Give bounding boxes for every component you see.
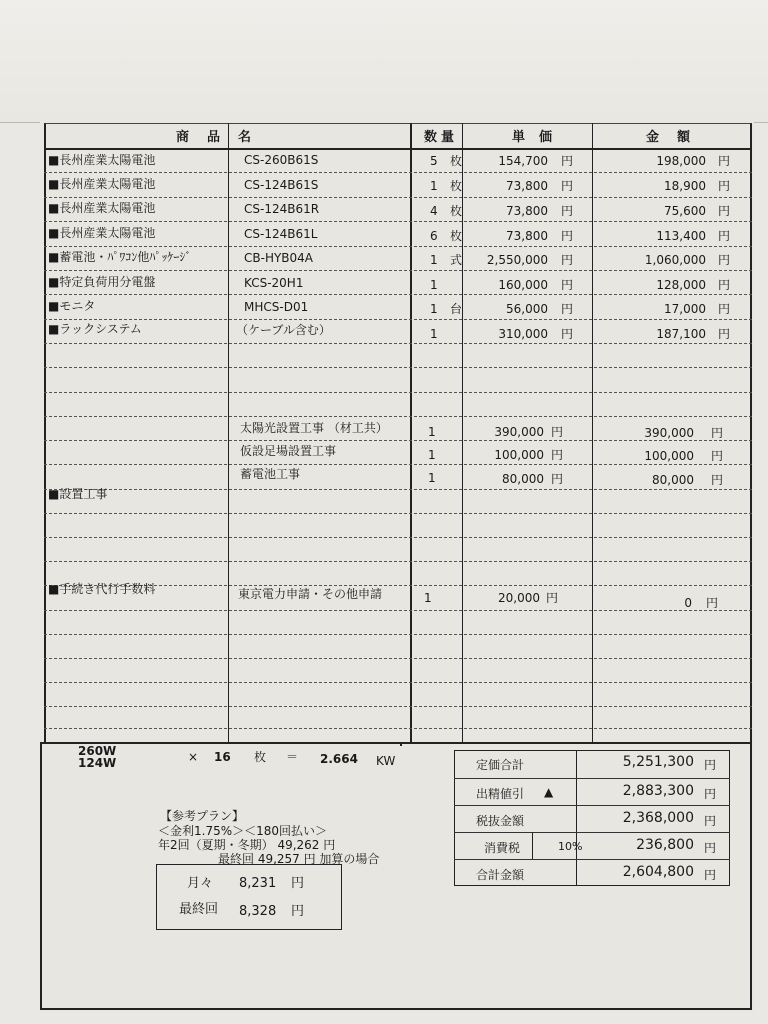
plan-final-line: 最終回 49,257 円 加算の場合 — [218, 852, 380, 866]
row-rule — [44, 682, 752, 683]
plan-rate: ＜金利1.75%＞＜180回払い＞ — [158, 824, 328, 838]
installation-price: 390,000 — [494, 425, 544, 439]
item-amount: 75,600 — [664, 204, 706, 218]
tax-rate-divider — [532, 832, 533, 859]
item-qty-unit: 枚 — [450, 204, 463, 218]
tax-rate: 10% — [558, 840, 583, 853]
header-rule — [44, 148, 752, 150]
item-price: 2,550,000 — [486, 253, 548, 267]
last-payment-unit: 円 — [291, 904, 305, 919]
item-price: 310,000 — [498, 327, 548, 341]
item-model: CS-124B61L — [244, 227, 318, 241]
row-rule — [44, 537, 752, 538]
item-model: （ケーブル含む） — [236, 323, 331, 337]
discount-row — [454, 778, 730, 805]
discount-triangle-icon: ▲ — [544, 785, 554, 799]
item-price: 160,000 — [498, 278, 548, 292]
installation-price-unit: 円 — [551, 472, 564, 486]
list-total-row — [454, 750, 730, 776]
item-price-unit: 円 — [561, 253, 574, 267]
divider — [400, 742, 402, 746]
currency-unit: 円 — [703, 841, 716, 855]
capacity-w1: 260W — [78, 744, 117, 758]
monthly-label: 月々 — [187, 876, 214, 891]
model-column-divider — [228, 123, 229, 743]
row-rule — [44, 440, 752, 441]
installation-price: 80,000 — [502, 472, 544, 486]
row-rule — [44, 294, 752, 295]
capacity-total: 2.664 — [320, 752, 358, 766]
item-amount-unit: 円 — [718, 253, 731, 267]
item-qty: 6 — [430, 229, 438, 243]
item-name: ■特定負荷用分電盤 — [48, 275, 156, 289]
installation-amount-unit: 円 — [711, 426, 724, 440]
installation-label: ■設置工事 — [48, 487, 108, 501]
item-price-unit: 円 — [561, 154, 574, 168]
item-amount-unit: 円 — [718, 327, 731, 341]
item-model: CS-124B61R — [244, 202, 320, 216]
procedure-desc: 東京電力申請・その他申請 — [238, 587, 383, 601]
item-amount: 128,000 — [656, 278, 706, 292]
installation-amount: 80,000 — [652, 473, 694, 487]
item-qty-unit: 式 — [450, 253, 463, 267]
grand-total-label: 合計金額 — [476, 868, 525, 882]
capacity-count: 16 — [214, 750, 231, 764]
item-price-unit: 円 — [561, 278, 574, 292]
row-rule — [44, 658, 752, 659]
item-price: 56,000 — [506, 302, 548, 316]
row-rule — [44, 172, 752, 173]
row-rule — [44, 489, 752, 490]
grand-total-value: 2,604,800 — [622, 864, 694, 880]
item-qty: 5 — [430, 154, 438, 168]
item-name: ■長州産業太陽電池 — [48, 153, 156, 167]
row-rule — [44, 343, 752, 344]
row-rule — [44, 270, 752, 271]
last-payment-label: 最終回 — [179, 902, 219, 917]
installation-amount: 390,000 — [644, 426, 694, 440]
pretax-label: 税抜金額 — [476, 814, 525, 828]
item-price: 73,800 — [506, 229, 548, 243]
item-name: ■蓄電池・ﾊﾟﾜｺﾝ他ﾊﾟｯｹｰｼﾞ — [48, 250, 192, 264]
item-amount: 18,900 — [664, 179, 706, 193]
currency-unit: 円 — [703, 758, 716, 772]
header-amount: 金額 — [646, 130, 709, 145]
row-rule — [44, 464, 752, 465]
item-model: CS-260B61S — [244, 153, 319, 167]
capacity-count-unit: 枚 — [254, 750, 267, 764]
item-amount: 198,000 — [656, 154, 706, 168]
row-rule — [44, 634, 752, 635]
item-model: MHCS-D01 — [244, 300, 309, 314]
item-amount-unit: 円 — [718, 278, 731, 292]
installation-desc: 蓄電池工事 — [240, 467, 301, 481]
item-name: ■長州産業太陽電池 — [48, 177, 156, 191]
procedure-price-unit: 円 — [546, 591, 559, 605]
row-rule — [44, 513, 752, 514]
row-rule — [44, 610, 752, 611]
item-qty: 1 — [430, 179, 438, 193]
amount-column-divider — [592, 123, 593, 743]
monthly-payment-box — [156, 864, 342, 930]
installation-qty: 1 — [428, 448, 436, 462]
installation-amount-unit: 円 — [711, 473, 724, 487]
qty-column-divider — [410, 123, 412, 743]
row-rule — [44, 197, 752, 198]
installation-price: 100,000 — [494, 448, 544, 462]
list-total-label: 定価合計 — [476, 758, 525, 772]
header-product-name: 商品名 — [176, 130, 270, 145]
item-price: 73,800 — [506, 204, 548, 218]
item-qty: 1 — [430, 327, 438, 341]
item-price-unit: 円 — [561, 229, 574, 243]
item-price: 73,800 — [506, 179, 548, 193]
installation-desc: 太陽光設置工事 （材工共） — [240, 421, 388, 435]
item-amount-unit: 円 — [718, 179, 731, 193]
procedure-amount: 0 — [684, 596, 692, 610]
item-qty-unit: 枚 — [450, 229, 463, 243]
currency-unit: 円 — [703, 868, 716, 882]
item-price: 154,700 — [498, 154, 548, 168]
capacity-equals: ＝ — [286, 750, 299, 764]
installation-price-unit: 円 — [551, 448, 564, 462]
monthly-unit: 円 — [291, 876, 305, 891]
header-unit-price: 単価 — [512, 130, 567, 145]
item-model: CB-HYB04A — [244, 251, 314, 265]
pretax-value: 2,368,000 — [622, 810, 694, 826]
plan-semiannual: 年2回（夏期・冬期） 49,262 円 — [158, 838, 336, 852]
item-model: KCS-20H1 — [244, 276, 304, 290]
row-rule — [44, 561, 752, 562]
item-price-unit: 円 — [561, 179, 574, 193]
tax-row — [454, 832, 730, 859]
installation-desc: 仮設足場設置工事 — [240, 444, 337, 458]
capacity-w2: 124W — [78, 756, 117, 770]
item-amount: 187,100 — [656, 327, 706, 341]
item-amount-unit: 円 — [718, 204, 731, 218]
item-amount-unit: 円 — [718, 154, 731, 168]
item-price-unit: 円 — [561, 204, 574, 218]
item-amount-unit: 円 — [718, 229, 731, 243]
row-rule — [44, 728, 752, 729]
item-price-unit: 円 — [561, 327, 574, 341]
installation-amount-unit: 円 — [711, 449, 724, 463]
last-payment-value: 8,328 — [239, 904, 277, 919]
row-rule — [44, 706, 752, 707]
item-price-unit: 円 — [561, 302, 574, 316]
item-name: ■長州産業太陽電池 — [48, 226, 156, 240]
item-qty-unit: 枚 — [450, 154, 463, 168]
item-qty: 4 — [430, 204, 438, 218]
row-rule — [44, 246, 752, 247]
procedure-price: 20,000 — [498, 591, 540, 605]
paper-background — [0, 0, 768, 123]
currency-unit: 円 — [703, 814, 716, 828]
pretax-row — [454, 805, 730, 832]
row-rule — [44, 367, 752, 368]
monthly-value: 8,231 — [239, 876, 277, 891]
tax-label: 消費税 — [484, 841, 521, 855]
header-quantity: 数量 — [424, 130, 459, 145]
item-qty-unit: 台 — [450, 302, 463, 316]
item-amount-unit: 円 — [718, 302, 731, 316]
row-rule — [44, 319, 752, 320]
plan-title: 【参考プラン】 — [160, 809, 245, 823]
item-name: ■モニタ — [48, 299, 96, 313]
item-name: ■長州産業太陽電池 — [48, 201, 156, 215]
tax-value: 236,800 — [636, 837, 694, 853]
currency-unit: 円 — [703, 787, 716, 801]
row-rule — [44, 392, 752, 393]
item-amount: 1,060,000 — [644, 253, 706, 267]
item-qty: 1 — [430, 278, 438, 292]
discount-label: 出精値引 — [476, 787, 525, 801]
installation-amount: 100,000 — [644, 449, 694, 463]
price-column-divider — [462, 123, 463, 743]
list-total-value: 5,251,300 — [622, 754, 694, 770]
item-amount: 113,400 — [656, 229, 706, 243]
procedure-amount-unit: 円 — [706, 596, 719, 610]
row-rule — [44, 416, 752, 417]
item-name: ■ラックシステム — [48, 322, 142, 336]
capacity-total-unit: KW — [376, 754, 396, 768]
item-qty: 1 — [430, 253, 438, 267]
item-amount: 17,000 — [664, 302, 706, 316]
item-model: CS-124B61S — [244, 178, 319, 192]
installation-qty: 1 — [428, 471, 436, 485]
installation-qty: 1 — [428, 425, 436, 439]
item-qty-unit: 枚 — [450, 179, 463, 193]
item-qty: 1 — [430, 302, 438, 316]
grand-total-row — [454, 859, 730, 886]
discount-value: 2,883,300 — [622, 783, 694, 799]
row-rule — [44, 221, 752, 222]
installation-price-unit: 円 — [551, 425, 564, 439]
procedure-label: ■手続き代行手数料 — [48, 582, 156, 596]
procedure-qty: 1 — [424, 591, 432, 605]
capacity-times: × — [188, 750, 199, 764]
